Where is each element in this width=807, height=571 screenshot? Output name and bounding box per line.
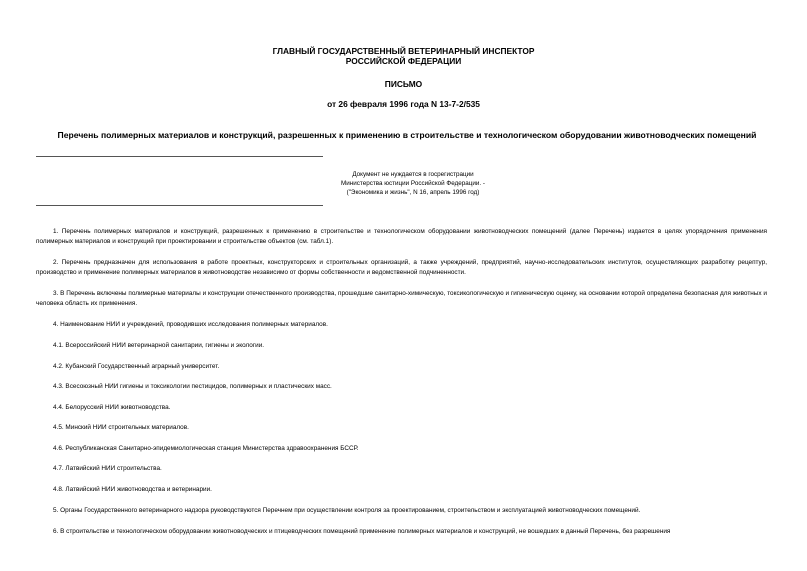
paragraph-4-text: 4. Наименование НИИ и учреждений, проводивших исследования полимерных материалов. <box>53 321 328 328</box>
document-date-number: от 26 февраля 1996 года N 13-7-2/535 <box>327 99 480 109</box>
paragraph-5-text: 5. Органы Государственного ветеринарного надзора руководствуются Перечнем при осуществлении контроля за проектированием, строительством и эксплуатацией животноводческих помещений. <box>53 507 641 514</box>
paragraph-4-8 <box>36 485 767 495</box>
paragraph-4-8-text: 4.8. Латвийский НИИ животноводства и ветеринарии. <box>53 486 212 493</box>
registration-note-line-3: ("Экономика и жизнь", N 16, апрель 1996 год) <box>346 189 480 196</box>
paragraph-1 <box>36 227 767 246</box>
paragraph-4-5 <box>36 423 767 433</box>
paragraph-4-7-text: 4.7. Латвийский НИИ строительства. <box>53 465 162 472</box>
paragraph-4-6-text: 4.6. Республиканская Санитарно-эпидемиологическая станция Министерства здравоохранения БССР. <box>53 445 359 452</box>
document-type: ПИСЬМО <box>384 79 423 89</box>
registration-note-line-2: Министерства юстиции Российской Федерации. - <box>340 180 485 187</box>
divider-bottom <box>36 205 323 206</box>
paragraph-4-1 <box>36 341 767 351</box>
issuer-line-1: ГЛАВНЫЙ ГОСУДАРСТВЕННЫЙ ВЕТЕРИНАРНЫЙ ИНСПЕКТОР <box>272 46 535 56</box>
paragraph-4-3-text: 4.3. Всесоюзный НИИ гигиены и токсикологии пестицидов, полимерных и пластических масс. <box>53 383 332 390</box>
paragraph-4-4-text: 4.4. Белорусский НИИ животноводства. <box>53 404 171 411</box>
paragraph-5 <box>36 506 767 516</box>
paragraph-4-3 <box>36 382 767 392</box>
paragraph-4-2 <box>36 362 767 372</box>
paragraph-4-6 <box>36 444 767 454</box>
paragraph-6 <box>36 527 767 537</box>
paragraph-3 <box>36 289 767 308</box>
paragraph-1-text: 1. Перечень полимерных материалов и конструкций, разрешенных к применению в строительстве и технологическом оборудовании животноводческих помещений (далее Перечень) издается в целях упорядочения применения полимерных материалов и конструкций при проектировании и строительстве объектов (см. табл.1). <box>36 228 767 245</box>
paragraph-4-7 <box>36 464 767 474</box>
paragraph-4-4 <box>36 403 767 413</box>
paragraph-4-5-text: 4.5. Минский НИИ строительных материалов. <box>53 424 189 431</box>
paragraph-6-text: 6. В строительстве и технологическом оборудовании животноводческих и птицеводческих помещений применение полимерных материалов и конструкций, не вошедших в данный Перечень, без разрешения <box>53 528 671 535</box>
paragraph-2 <box>36 258 767 277</box>
document-title: Перечень полимерных материалов и конструкций, разрешенных к применению в строительстве и технологическом оборудовании животноводческих помещений <box>57 130 757 140</box>
paragraph-4 <box>36 320 767 330</box>
registration-note <box>303 170 523 197</box>
registration-note-line-1: Документ не нуждается в госрегистрации <box>352 171 474 178</box>
paragraph-2-text: 2. Перечень предназначен для использования в работе проектных, конструкторских и строительных организаций, а также учреждений, предприятий, научно-исследовательских институтов, осуществляющих разработку рецептур, производство и применение полимерных материалов в животноводстве независимо от формы собственности и ведомственной подчиненности. <box>36 259 767 276</box>
paragraph-3-text: 3. В Перечень включены полимерные материалы и конструкции отечественного производства, прошедшие санитарно-химическую, токсикологическую и гигиеническую оценку, на основании которой определена безопасная для животных и человека область их применения. <box>36 290 767 307</box>
issuer-line-2: РОССИЙСКОЙ ФЕДЕРАЦИИ <box>345 56 462 66</box>
paragraph-4-2-text: 4.2. Кубанский Государственный аграрный университет. <box>53 363 220 370</box>
divider-top <box>36 156 323 157</box>
paragraph-4-1-text: 4.1. Всероссийский НИИ ветеринарной санитарии, гигиены и экологии. <box>53 342 265 349</box>
